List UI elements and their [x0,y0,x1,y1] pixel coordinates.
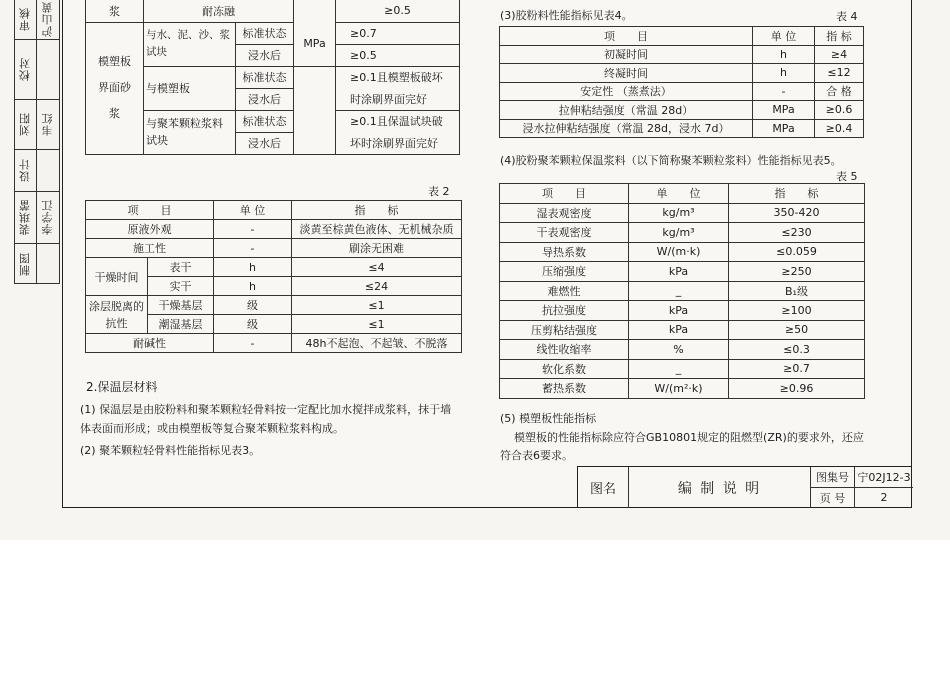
table-cell: 拉伸粘结强度（常温 28d） [500,101,753,120]
table-cell: 干表观密度 [500,223,629,243]
table-cell: ≥0.1且保温试块破 [336,110,460,132]
table-cell: 标准状态 [236,66,294,88]
table-header: 指 标 [815,27,864,46]
paragraph: (2) 聚苯颗粒轻骨料性能指标见表3。 [80,444,261,457]
table-row [500,223,865,243]
table-cell: 抗拉强度 [500,301,629,321]
table-cell: - [214,239,292,258]
title-info [811,467,913,508]
table-cell: 合 格 [815,82,864,101]
table-row [86,0,460,22]
table-cell: ≤4 [292,258,462,277]
table-5 [499,183,865,399]
strip-label: 刘阳 [15,100,37,149]
table-cell: 压缩强度 [500,262,629,282]
table-row [500,359,865,379]
table-cell: ≤0.059 [729,242,865,262]
table-cell: 浸水后 [236,44,294,66]
table-cell: kPa [629,320,729,340]
table-cell: 湿表观密度 [500,203,629,223]
table-cell: ≥0.5 [336,0,460,22]
strip-row [15,192,59,244]
table-row [500,320,865,340]
table-cell: 浆 [86,0,144,22]
table-cell: 标准状态 [236,22,294,44]
section-heading: (4)胶粉聚苯颗粒保温浆料（以下简称聚苯颗粒浆料）性能指标见表5。 [500,154,842,167]
table-cell: ≤1 [292,296,462,315]
title-label: 图名 [578,467,629,508]
section-heading: (3)胶粉料性能指标见表4。 [500,9,633,22]
table-cell: 浸水拉伸粘结强度（常温 28d，浸水 7d） [500,119,753,138]
strip-label: 审核 [15,0,37,39]
strip-value: 沪山黄 [41,1,54,38]
strip-label: 设计 [15,150,37,191]
table-cell: _ [629,359,729,379]
strip-value [37,150,59,191]
table-cell: ≥100 [729,301,865,321]
table-row [86,334,462,353]
signature-strip [14,0,60,284]
table-cell: ≤1 [292,315,462,334]
table-cell: ≥50 [729,320,865,340]
table-row [86,296,462,315]
strip-label: 裴琪蕾 [15,192,37,243]
table-cell: 干燥基层 [148,296,214,315]
table-cell: ≤24 [292,277,462,296]
table-row [500,262,865,282]
table-cell: ≥4 [815,45,864,64]
set-number: 宁02J12-3 [857,470,911,484]
table-cell: 初凝时间 [500,45,753,64]
table-cell: 坏时涂刷界面完好 [336,132,460,154]
table-row [500,301,865,321]
strip-value: 韦红 [41,112,54,137]
table-cell: 表干 [148,258,214,277]
table-cell [294,66,336,154]
table-cell: 导热系数 [500,242,629,262]
paragraph: 符合表6要求。 [500,449,573,462]
table-cell: h [753,64,815,83]
strip-row [15,244,59,284]
section-heading: (5) 模塑板性能指标 [500,412,597,425]
table-cell: 软化系数 [500,359,629,379]
table-group-cell: 干燥时间 [86,258,148,296]
table-row [86,22,460,44]
table-header-row [500,27,864,46]
table-row [500,340,865,360]
table-row [86,239,462,258]
table-caption: 表 5 [836,170,858,183]
table-row [500,45,864,64]
table-cell: ≥0.4 [815,119,864,138]
table-row [500,281,865,301]
table-caption: 表 4 [836,10,858,23]
page-number: 2 [880,491,888,505]
table-group-cell: 模塑板界面砂浆 [86,22,144,154]
paragraph: (1) 保温层是由胶粉料和聚苯颗粒轻骨料按一定配比加水搅拌成浆料，抹于墙 [80,403,452,416]
table-cell: - [214,334,292,353]
strip-label: 制图 [15,244,37,284]
table-cell: 潮湿基层 [148,315,214,334]
table-cell: ≥0.6 [815,101,864,120]
table-row [500,379,865,399]
table-cell: MPa [753,119,815,138]
table-cell: 线性收缩率 [500,340,629,360]
table-cell: 蓄热系数 [500,379,629,399]
table-cell: kg/m³ [629,223,729,243]
table-row [500,82,864,101]
table-cell: 施工性 [86,239,214,258]
table-cell: 级 [214,315,292,334]
table-cell: _ [629,281,729,301]
paragraph: 体表面而形成；或由模塑板等复合聚苯颗粒浆料构成。 [80,422,344,435]
table-cell: 难燃性 [500,281,629,301]
table-cell: 安定性 （蒸煮法） [500,82,753,101]
table-cell: 浸水后 [236,132,294,154]
table-header: 项 目 [500,184,629,204]
table-cell: h [214,258,292,277]
table-cell: 350-420 [729,203,865,223]
table-cell: 时涂刷界面完好 [336,88,460,110]
title-info-row [811,467,913,488]
strip-row [15,40,59,100]
table-cell: - [753,82,815,101]
table-header: 指 标 [292,201,462,220]
strip-value [37,244,59,284]
paragraph: 模塑板的性能指标除应符合GB10801规定的阻燃型(ZR)的要求外，还应 [514,431,864,444]
table-cell: 与聚苯颗粒浆料试块 [144,110,236,154]
set-number-label: 图集号 [811,467,855,487]
table-cell: ≥0.7 [336,22,460,44]
table-cell: h [214,277,292,296]
table-cell: kPa [629,301,729,321]
strip-row [15,150,59,192]
table-row [86,258,462,277]
table-cell: % [629,340,729,360]
title-block [577,466,912,508]
strip-value: 李学江 [41,199,54,236]
table-cell: 标准状态 [236,110,294,132]
table-cell: 48h不起泡、不起皱、不脱落 [292,334,462,353]
table-row [500,242,865,262]
table-cell: 浸水后 [236,88,294,110]
table-cell [294,0,336,22]
table-cell: 耐冻融 [144,0,294,22]
table-header: 项 目 [500,27,753,46]
table-cell: ≤230 [729,223,865,243]
table-cell: B₁级 [729,281,865,301]
table-cell: 与水、泥、沙、浆试块 [144,22,236,66]
strip-value [37,40,59,99]
strip-label: 校对 [15,40,37,99]
table-cell: h [753,45,815,64]
table-unit-cell: MPa [294,22,336,66]
table-header-row [86,201,462,220]
table-row [500,119,864,138]
table-cell: ≥0.1且模塑板破坏 [336,66,460,88]
title-info-row [811,488,913,509]
table-cell: kPa [629,262,729,282]
section-heading: 2.保温层材料 [86,380,158,394]
table-header: 项 目 [86,201,214,220]
strip-row [15,0,59,40]
table-header: 单 位 [629,184,729,204]
table-cell: ≥250 [729,262,865,282]
table-1 [85,0,460,155]
table-2 [85,200,462,353]
table-cell: 淡黄至棕黄色液体、无机械杂质 [292,220,462,239]
table-cell: 实干 [148,277,214,296]
table-cell: 刷涂无困难 [292,239,462,258]
table-4 [499,26,864,138]
table-cell: 压剪粘结强度 [500,320,629,340]
table-cell: W/(m²·k) [629,379,729,399]
table-cell: MPa [753,101,815,120]
table-cell: ≥0.7 [729,359,865,379]
table-caption: 表 2 [428,185,450,198]
table-cell: ≤0.3 [729,340,865,360]
page-label: 页 号 [811,488,855,509]
table-cell: 耐碱性 [86,334,214,353]
table-cell: 级 [214,296,292,315]
table-cell: 终凝时间 [500,64,753,83]
table-header: 指 标 [729,184,865,204]
table-row [500,101,864,120]
table-header-row [500,184,865,204]
table-row [500,203,865,223]
table-row [500,64,864,83]
table-cell: ≤12 [815,64,864,83]
table-cell: ≥0.96 [729,379,865,399]
table-cell: 与模塑板 [144,66,236,110]
table-cell: - [214,220,292,239]
table-header: 单 位 [753,27,815,46]
table-cell: W/(m·k) [629,242,729,262]
table-group-cell: 涂层脱离的抗性 [86,296,148,334]
strip-row [15,100,59,150]
table-header: 单 位 [214,201,292,220]
table-cell: 原液外观 [86,220,214,239]
table-cell: ≥0.5 [336,44,460,66]
table-cell: kg/m³ [629,203,729,223]
drawing-title: 编 制 说 明 [629,467,811,508]
table-row [86,220,462,239]
